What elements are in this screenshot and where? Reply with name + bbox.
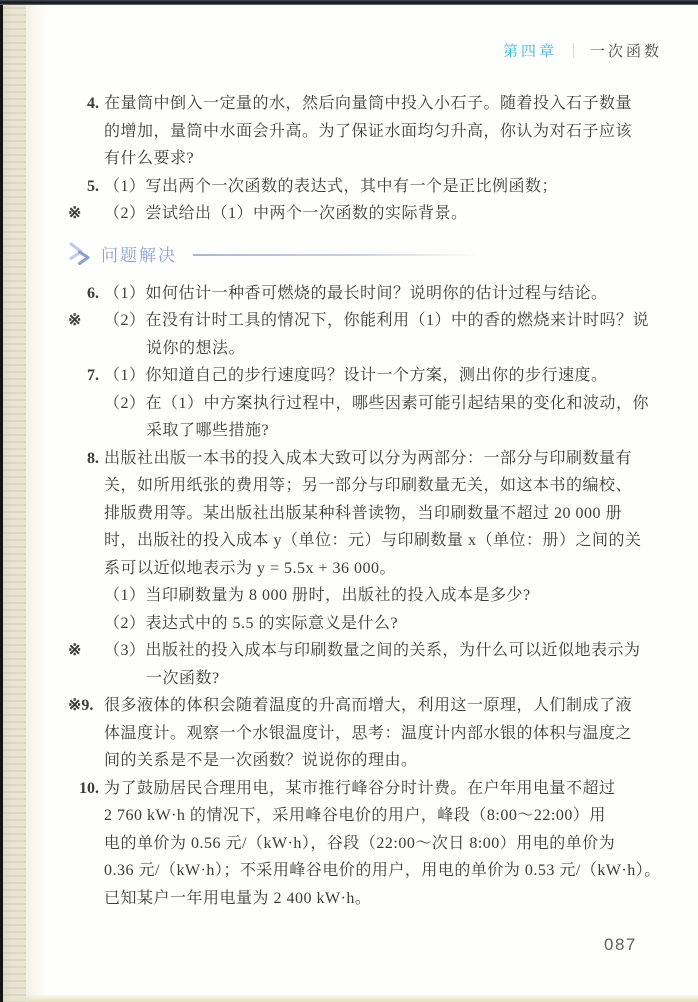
item-marker: ※ — [68, 642, 82, 659]
item-marker: 8. — [87, 449, 99, 467]
text-line — [68, 90, 668, 118]
item-marker: 5. — [87, 177, 99, 195]
text-line — [68, 307, 668, 335]
item-marker: 6. — [87, 284, 99, 302]
line-text: （2）在没有计时工具的情况下，你能利用（1）中的香的燃烧来计时吗？说 — [104, 312, 650, 329]
line-text: 有什么要求? — [104, 150, 195, 167]
book-edge-strip — [3, 0, 26, 1002]
text-line — [68, 857, 668, 885]
line-text: （2）在（1）中方案执行过程中，哪些因素可能引起结果的变化和波动，你 — [104, 394, 650, 412]
text-line — [68, 500, 668, 528]
content-lines — [68, 90, 668, 912]
text-line — [68, 145, 668, 173]
text-line — [68, 802, 668, 830]
section-title: 问题解决 — [101, 246, 177, 265]
line-text: （3）出版社的投入成本与印刷数量之间的关系，为什么可以近似地表示为 — [104, 642, 641, 659]
text-line — [68, 390, 668, 418]
line-text: 的增加，量筒中水面会升高。为了保证水面均匀升高，你认为对石子应该 — [104, 122, 633, 140]
line-text: 时，出版社的投入成本 y（单位：元）与印刷数量 x（单位：册）之间的关 — [104, 532, 642, 549]
item-marker: ※ — [68, 312, 82, 329]
line-text: （1）你知道自己的步行速度吗？设计一个方案，测出你的步行速度。 — [104, 367, 608, 384]
text-line — [68, 637, 668, 665]
text-line — [68, 692, 668, 720]
text-line — [68, 118, 668, 146]
text-line — [68, 472, 668, 500]
line-text: 关，如所用纸张的费用等；另一部分与印刷数量无关，如这本书的编校、 — [104, 477, 633, 494]
chapter-label: 第四章 — [502, 43, 557, 60]
scan-top-edge — [0, 0, 698, 5]
line-text: （1）写出两个一次函数的表达式，其中有一个是正比例函数； — [104, 177, 559, 195]
item-marker: 7. — [87, 367, 99, 384]
line-text: 间的关系是不是一次函数？说说你的理由。 — [104, 752, 418, 769]
text-line — [68, 665, 668, 693]
line-text: 采取了哪些措施? — [146, 422, 270, 439]
text-line — [68, 775, 668, 803]
section-header-problem-solving — [68, 242, 668, 266]
item-marker: 4. — [87, 95, 99, 112]
line-text: 排版费用等。某出版社出版某种科普读物，当印刷数量不超过 20 000 册 — [104, 504, 623, 522]
text-line — [68, 830, 668, 858]
text-line — [68, 362, 668, 390]
text-line — [68, 335, 668, 363]
line-text: 说你的想法。 — [146, 339, 246, 357]
chapter-title: 一次函数 — [589, 43, 662, 60]
scan-bottom-edge — [0, 994, 698, 1002]
line-text: 0.36 元/（kW·h）；不采用峰谷电价的用户，用电的单价为 0.53 元/（kW·h）。 — [104, 862, 661, 879]
page-header — [503, 40, 662, 61]
line-text: 在量筒中倒入一定量的水，然后向量筒中投入小石子。随着投入石子数量 — [104, 95, 633, 112]
item-marker: ※9. — [68, 697, 94, 714]
text-line — [68, 280, 668, 308]
text-line — [68, 720, 668, 748]
item-marker: 10. — [79, 779, 99, 797]
line-text: （1）如何估计一种香可燃烧的最长时间？说明你的估计过程与结论。 — [104, 284, 608, 302]
line-text: 已知某户一年用电量为 2 400 kW·h。 — [104, 889, 372, 907]
double-chevron-right-icon — [68, 242, 94, 266]
line-text: 为了鼓励居民合理用电，某市推行峰谷分时计费。在户年用电量不超过 — [104, 779, 616, 797]
text-line — [68, 417, 668, 445]
line-text: 2 760 kW·h 的情况下，采用峰谷电价的用户，峰段（8:00～22:00）用 — [104, 807, 606, 824]
text-line — [68, 885, 668, 913]
text-line — [68, 445, 668, 473]
line-text: （1）当印刷数量为 8 000 册时，出版社的投入成本是多少? — [104, 587, 531, 604]
scan-left-border — [0, 0, 3, 1002]
line-text: 体温度计。观察一个水银温度计，思考：温度计内部水银的体积与温度之 — [104, 724, 633, 742]
line-text: 系可以近似地表示为 y = 5.5x + 36 000。 — [104, 559, 397, 577]
line-text: 很多液体的体积会随着温度的升高而增大，利用这一原理，人们制成了液 — [104, 697, 633, 714]
line-text: （2）表达式中的 5.5 的实际意义是什么? — [104, 614, 399, 632]
header-divider: ｜ — [565, 43, 581, 60]
text-line — [68, 527, 668, 555]
text-line — [68, 173, 668, 201]
line-text: （2）尝试给出（1）中两个一次函数的实际背景。 — [104, 205, 468, 222]
section-divider-line — [193, 254, 475, 256]
text-line — [68, 582, 668, 610]
line-text: 出版社出版一本书的投入成本大致可以分为两部分：一部分与印刷数量有 — [104, 449, 633, 467]
text-line — [68, 200, 668, 228]
text-line — [68, 555, 668, 583]
text-line — [68, 610, 668, 638]
page-number: 087 — [604, 935, 637, 954]
line-text: 电的单价为 0.56 元/（kW·h），谷段（22:00～次日 8:00）用电的单价为 — [104, 834, 616, 852]
line-text: 一次函数? — [146, 669, 220, 687]
item-marker: ※ — [68, 205, 82, 222]
text-line — [68, 747, 668, 775]
